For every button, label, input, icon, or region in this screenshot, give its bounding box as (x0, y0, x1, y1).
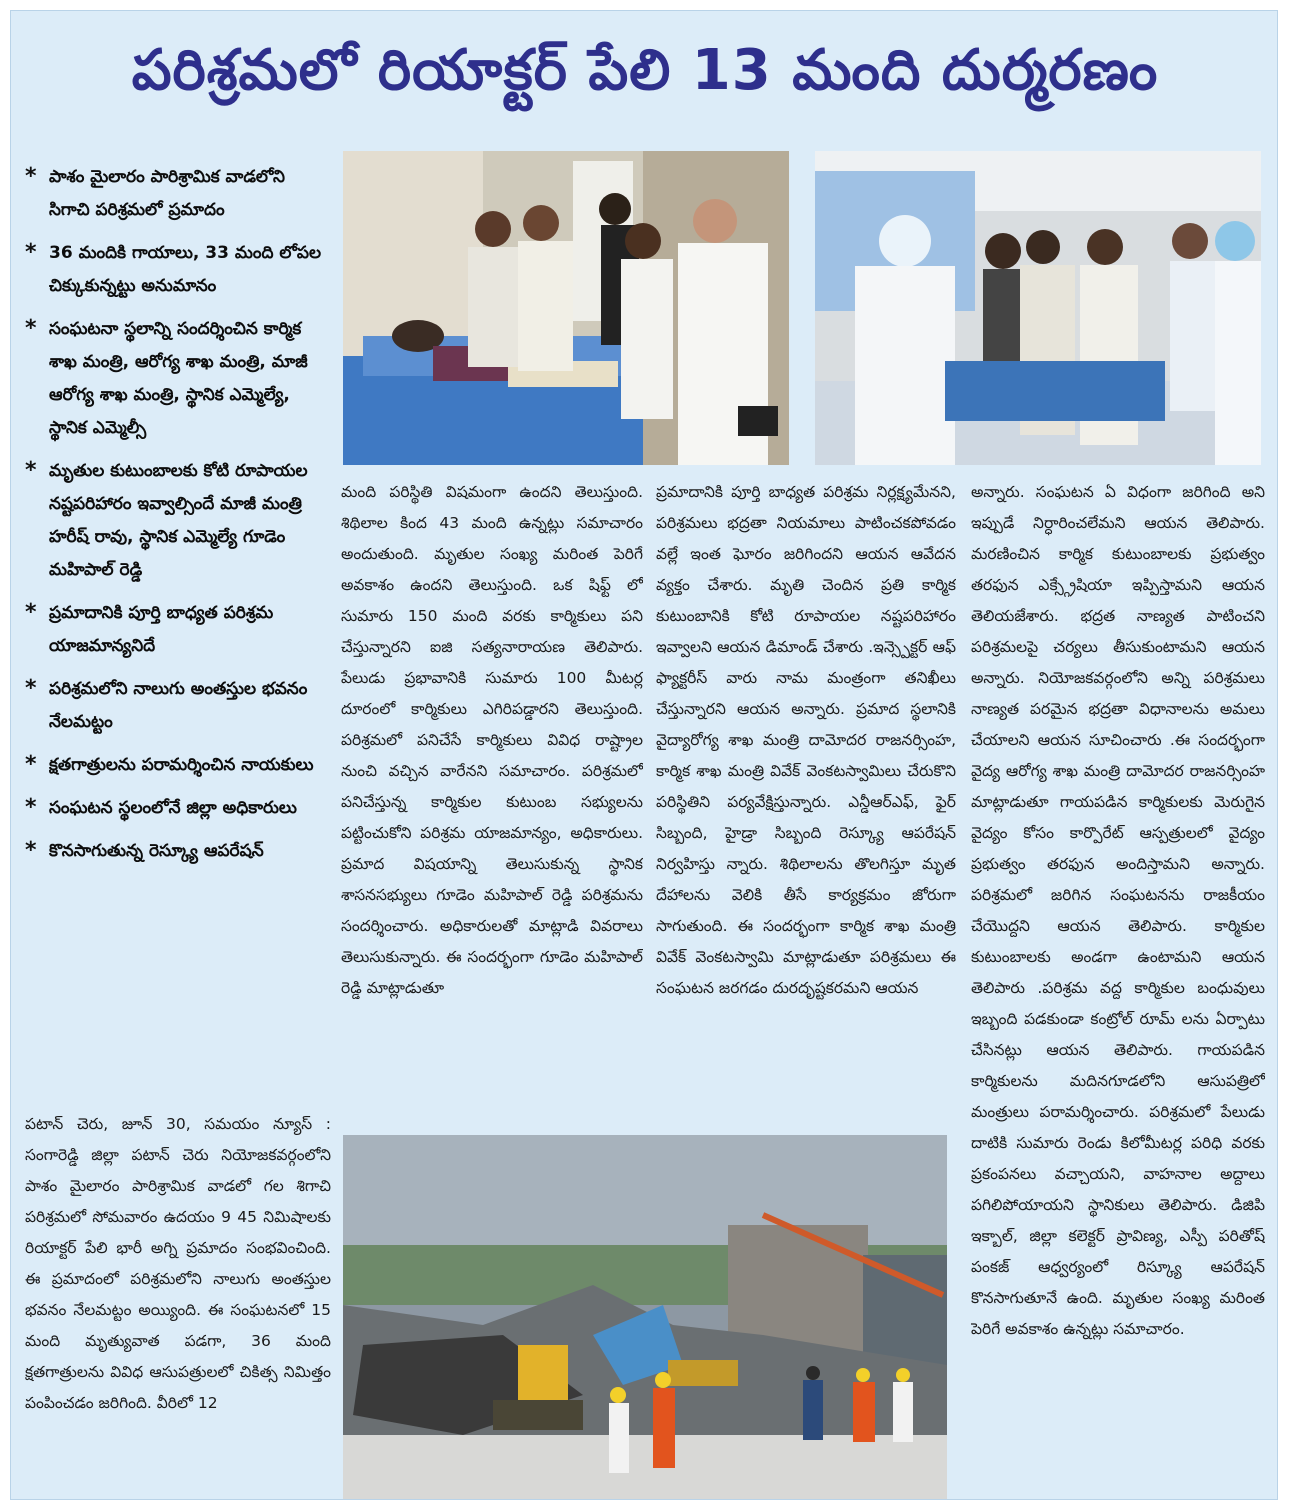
highlight-item (25, 161, 325, 227)
highlight-item (25, 237, 325, 303)
newspaper-page (10, 10, 1278, 1500)
bullet-icon: * (25, 752, 37, 777)
highlight-text: కొనసాగుతున్న రెస్క్యూ ఆపరేషన్ (49, 841, 264, 861)
highlight-text: పరిశ్రమలోని నాలుగు అంతస్తుల భవనం నేలమట్టం (49, 679, 308, 732)
highlight-item (25, 835, 325, 868)
highlight-item (25, 749, 325, 782)
highlight-item (25, 792, 325, 825)
article-column-3: ప్రమాదానికి పూర్తి బాధ్యత పరిశ్రమ నిర్లక్ష్యమేనని, పరిశ్రమలు భద్రతా నియమాలు పాటించకపోవడం వల్లే ఇంత ఘోరం జరిగిందని ఆయన ఆవేదన వ్యక్తం చేశారు. మృతి చెందిన ప్రతి కార్మిక కుటుంబానికి కోటి రూపాయల నష్టపరిహారం ఇవ్వాలని ఆయన డిమాండ్ చేశారు .ఇన్స్పెక్టర్ ఆఫ్ ఫ్యాక్టరీస్ వారు నామ మంత్రంగా తనిఖీలు చేస్తున్నారని ఆయన అన్నారు. ప్రమాద స్థలానికి వైద్యారోగ్య శాఖ మంత్రి దామోదర రాజనర్సింహ, కార్మిక శాఖ మంత్రి వివేక్ వెంకటస్వామిలు చేరుకొని పరిస్థితిని పర్యవేక్షిస్తున్నారు. ఎన్డీఆర్ఎఫ్, ఫైర్ సిబ్బంది, హైడ్రా సిబ్బంది రెస్క్యూ ఆపరేషన్ నిర్వహిస్తు న్నారు. శిథిలాలను తొలగిస్తూ మృత దేహాలను వెలికి తీసే కార్యక్రమం జోరుగా సాగుతుంది. ఈ సందర్భంగా కార్మిక శాఖ మంత్రి వివేక్ వెంకటస్వామి మాట్లాడుతూ పరిశ్రమలు ఈ సంఘటన జరగడం దురదృష్టకరమని ఆయన (656, 483, 956, 997)
headline: పరిశ్రమలో రియాక్టర్ పేలి 13 మంది దుర్మరణం (131, 38, 1159, 103)
bullet-icon: * (25, 600, 37, 625)
highlight-text: క్షతగాత్రులను పరామర్శించిన నాయకులు (49, 755, 314, 775)
bullet-icon: * (25, 838, 37, 863)
hospital-visit-photo (343, 151, 789, 465)
article-column-1: పటాన్ చెరు, జూన్ 30, సమయం న్యూస్ : సంగారెడ్డి జిల్లా పటాన్ చెరు నియోజకవర్గంలోని పాశం మైలారం పారిశ్రామిక వాడలో గల శిగాచి పరిశ్రమలో సోమవారం ఉదయం 9 45 నిమిషాలకు రియాక్టర్ పేలి భారీ అగ్ని ప్రమాదం సంభవించింది. ఈ ప్రమాదంలో పరిశ్రమలోని నాలుగు అంతస్తుల భవనం నేలమట్టం అయ్యింది. ఈ సంఘటనలో 15 మంది మృత్యువాత పడగా, 36 మంది క్షతగాత్రులను వివిధ ఆసుపత్రులలో చికిత్స నిమిత్తం పంపించడం జరిగింది. వీరిలో 12 (25, 1115, 331, 1412)
highlight-text: సంఘటనా స్థలాన్ని సందర్శించిన కార్మిక శాఖ మంత్రి, ఆరోగ్య శాఖ మంత్రి, మాజీ ఆరోగ్య శాఖ మంత్రి, స్థానిక ఎమ్మెల్యే, స్థానిక ఎమ్మెల్సీ (49, 319, 308, 438)
highlight-text: 36 మందికి గాయాలు, 33 మంది లోపల చిక్కుకున్నట్టు అనుమానం (49, 243, 321, 296)
highlight-item (25, 597, 325, 663)
bullet-icon: * (25, 458, 37, 483)
bullet-icon: * (25, 676, 37, 701)
ward-visit-photo (815, 151, 1261, 465)
highlight-text: సంఘటన స్థలంలోనే జిల్లా అధికారులు (49, 798, 297, 818)
bullet-icon: * (25, 164, 37, 189)
article-column-2: మంది పరిస్థితి విషమంగా ఉందని తెలుస్తుంది. శిథిలాల కింద 43 మంది ఉన్నట్లు సమాచారం అందుతుంది. మృతుల సంఖ్య మరింత పెరిగే అవకాశం ఉందని తెలుస్తుంది. ఒక షిఫ్ట్ లో సుమారు 150 మంది వరకు కార్మికులు పని చేస్తున్నారని ఐజి సత్యనారాయణ తెలిపారు. పేలుడు ప్రభావానికి సుమారు 100 మీటర్ల దూరంలో కార్మికులు ఎగిరిపడ్డారని తెలుస్తుంది. పరిశ్రమలో పనిచేసే కార్మికులు వివిధ రాష్ట్రాల నుంచి వచ్చిన వారేనని సమాచారం. పరిశ్రమలో పనిచేస్తున్న కార్మికుల కుటుంబ సభ్యులను పట్టించుకోని పరిశ్రమ యాజమాన్యం, అధికారులు. ప్రమాద విషయాన్ని తెలుసుకున్న స్థానిక శాసనసభ్యులు గూడెం మహిపాల్ రెడ్డి పరిశ్రమను సందర్శించారు. అధికారులతో మాట్లాడి వివరాలు తెలుసుకున్నారు. ఈ సందర్భంగా గూడెం మహిపాల్ రెడ్డి మాట్లాడుతూ (341, 483, 643, 997)
article-column-4: అన్నారు. సంఘటన ఏ విధంగా జరిగింది అని ఇప్పుడే నిర్ధారించలేమని ఆయన తెలిపారు. మరణించిన కార్మిక కుటుంబాలకు ప్రభుత్వం తరఫున ఎక్స్గ్రేషియా ఇప్పిస్తామని ఆయన తెలియజేశారు. భద్రత నాణ్యత పాటించని పరిశ్రమలపై చర్యలు తీసుకుంటామని ఆయన అన్నారు. నియోజకవర్గంలోని అన్ని పరిశ్రమలు నాణ్యత పరమైన భద్రతా విధానాలను అమలు చేయాలని ఆయన సూచించారు .ఈ సందర్భంగా వైద్య ఆరోగ్య శాఖ మంత్రి దామోదర రాజనర్సింహ మాట్లాడుతూ గాయపడిన కార్మికులకు మెరుగైన వైద్యం కోసం కార్పొరేట్ ఆస్పత్రులలో వైద్యం ప్రభుత్వం తరఫున అందిస్తామని అన్నారు. పరిశ్రమలో జరిగిన సంఘటనను రాజకీయం చేయొద్దని ఆయన తెలిపారు. కార్మికుల కుటుంబాలకు అండగా ఉంటామని ఆయన తెలిపారు .పరిశ్రమ వద్ద కార్మికుల బంధువులు ఇబ్బంది పడకుండా కంట్రోల్ రూమ్ లను ఏర్పాటు చేసినట్లు ఆయన తెలిపారు. గాయపడిన కార్మికులను మదినగూడలోని ఆసుపత్రిలో మంత్రులు పరామర్శించారు. పరిశ్రమలో పేలుడు దాటికి సుమారు రెండు కిలోమీటర్ల పరిధి వరకు ప్రకంపనలు వచ్చాయని, వాహనాల అద్దాలు పగిలిపోయాయని స్థానికులు తెలిపారు. డిజిపి ఇక్బాల్, జిల్లా కలెక్టర్ ప్రావిణ్య, ఎస్పీ పరితోష్ పంకజ్ ఆధ్వర్యంలో రిస్క్యూ ఆపరేషన్ కొనసాగుతూనే ఉంది. మృతుల సంఖ్య మరింత పెరిగే అవకాశం ఉన్నట్లు సమాచారం. (971, 483, 1265, 1338)
bullet-icon: * (25, 240, 37, 265)
highlights-list (25, 161, 325, 878)
highlight-text: పాశం మైలారం పారిశ్రామిక వాడలోని సిగాచి పరిశ్రమలో ప్రమాదం (49, 167, 285, 220)
highlight-text: మృతుల కుటుంబాలకు కోటి రూపాయల నష్టపరిహారం ఇవ్వాల్సిందే మాజీ మంత్రి హరీష్ రావు, స్థానిక ఎమ్మెల్యే గూడెం మహిపాల్ రెడ్డి (49, 461, 308, 580)
bullet-icon: * (25, 795, 37, 820)
highlight-item (25, 313, 325, 445)
highlight-item (25, 673, 325, 739)
factory-rescue-photo (343, 1135, 947, 1500)
highlight-item (25, 455, 325, 587)
highlight-text: ప్రమాదానికి పూర్తి బాధ్యత పరిశ్రమ యాజమాన్యనిదే (49, 603, 274, 656)
bullet-icon: * (25, 316, 37, 341)
